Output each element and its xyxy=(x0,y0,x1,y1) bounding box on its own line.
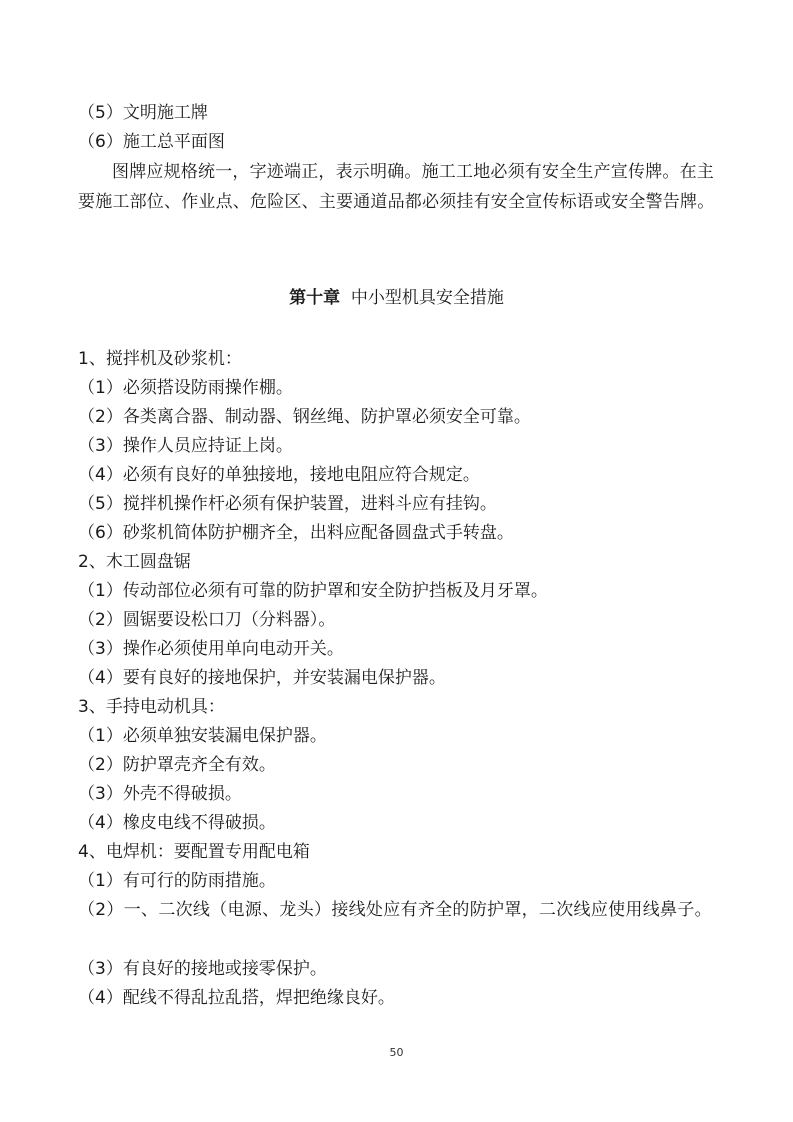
section-heading: 1、搅拌机及砂浆机： xyxy=(78,349,242,369)
chapter-title: 中小型机具安全措施 xyxy=(350,288,504,308)
intro-paragraph: 图牌应规格统一，字迹端正，表示明确。施工工地必须有安全生产宣传牌。在主要施工部位、作业点、危险区、主要通道品都必须挂有安全宣传标语或安全警告牌。 xyxy=(78,162,715,212)
list-item: （3）外壳不得破损。 xyxy=(78,784,242,804)
list-item: （1）有可行的防雨措施。 xyxy=(78,871,276,891)
list-item: （3）操作必须使用单向电动开关。 xyxy=(78,639,344,659)
list-item: （2）防护罩壳齐全有效。 xyxy=(78,755,276,775)
list-item: （4）必须有良好的单独接地，接地电阻应符合规定。 xyxy=(78,465,480,485)
list-item: （4）要有良好的接地保护，并安装漏电保护器。 xyxy=(78,668,446,688)
list-item: （3）有良好的接地或接零保护。 xyxy=(78,959,327,979)
list-item: （1）传动部位必须有可靠的防护罩和安全防护挡板及月牙罩。 xyxy=(78,581,548,601)
chapter-number: 第十章 xyxy=(289,288,341,308)
chapter-heading xyxy=(0,284,793,313)
list-item: （1）必须单独安装漏电保护器。 xyxy=(78,726,327,746)
list-item: （6）施工总平面图 xyxy=(78,132,225,152)
list-item: （2）圆锯要设松口刀（分料器）。 xyxy=(78,610,336,630)
section-heading: 3、手持电动机具： xyxy=(78,697,225,717)
list-item: （4）橡皮电线不得破损。 xyxy=(78,813,276,833)
section-heading: 2、木工圆盘锯 xyxy=(78,552,191,572)
list-item: （4）配线不得乱拉乱搭，焊把绝缘良好。 xyxy=(78,988,395,1008)
section-heading: 4、电焊机：要配置专用配电箱 xyxy=(78,842,310,862)
list-item: （6）砂浆机简体防护棚齐全，出料应配备圆盘式手转盘。 xyxy=(78,523,514,543)
list-item: （5）搅拌机操作杆必须有保护装置，进料斗应有挂钩。 xyxy=(78,494,497,514)
list-item: （2）一、二次线（电源、龙头）接线处应有齐全的防护罩，二次线应使用线鼻子。 xyxy=(78,900,712,920)
list-item: （2）各类离合器、制动器、钢丝绳、防护罩必须安全可靠。 xyxy=(78,407,531,427)
list-item: （1）必须搭设防雨操作棚。 xyxy=(78,378,293,398)
list-item: （3）操作人员应持证上岗。 xyxy=(78,436,293,456)
page-number: 50 xyxy=(389,1046,404,1059)
list-item: （5）文明施工牌 xyxy=(78,103,208,123)
